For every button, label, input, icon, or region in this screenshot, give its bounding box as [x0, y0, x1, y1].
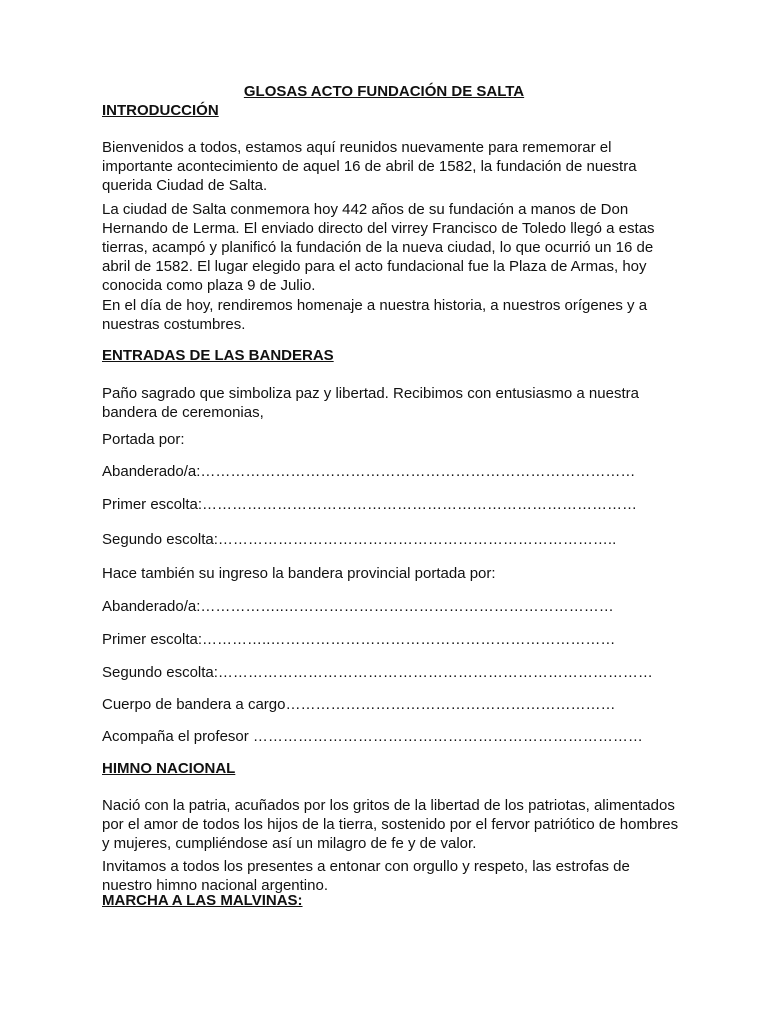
himno-paragraph-1: Nació con la patria, acuñados por los gritos de la libertad de los patriotas, alimentados por el amor de todos los hijos de la tierra, sostenido por el fervor patriótico de hombres y mujeres, cumpliéndose así un milagro de fe y de valor.	[102, 797, 679, 852]
primer-escolta-field-1: Primer escolta:……………………………………………………………………………	[102, 496, 638, 513]
heading-introduccion: INTRODUCCIÓN	[102, 102, 219, 119]
heading-himno: HIMNO NACIONAL	[102, 760, 236, 777]
segundo-escolta-field-1: Segundo escolta:……………………………………………………………………..	[102, 531, 617, 548]
heading-malvinas: MARCHA A LAS MALVINAS:	[102, 892, 303, 909]
intro-paragraph-2: La ciudad de Salta conmemora hoy 442 años de su fundación a manos de Don Hernando de Lerma. El enviado directo del virrey Francisco de Toledo llegó a estas tierras, acampó y planificó la fundación de la nueva ciudad, lo que ocurrió un 16 de abril de 1582. El lugar elegido para el acto fundacional fue la Plaza de Armas, hoy conocida como plaza 9 de Julio.	[102, 201, 655, 294]
acompana-profesor-field: Acompaña el profesor ……………………………………………………………………	[102, 728, 643, 745]
primer-escolta-field-2: Primer escolta:…………..……………………………………………………………	[102, 631, 616, 648]
provincial-intro: Hace también su ingreso la bandera provincial portada por:	[102, 565, 496, 582]
cuerpo-bandera-field: Cuerpo de bandera a cargo…………………………………………………………	[102, 696, 616, 713]
segundo-escolta-field-2: Segundo escolta:……………………………………………………………………………	[102, 664, 653, 681]
intro-paragraph-3: En el día de hoy, rendiremos homenaje a nuestra historia, a nuestros orígenes y a nuestras costumbres.	[102, 297, 648, 333]
banderas-intro: Paño sagrado que simboliza paz y libertad. Recibimos con entusiasmo a nuestra bandera de ceremonias,	[102, 385, 639, 421]
document-title: GLOSAS ACTO FUNDACIÓN DE SALTA	[243, 83, 525, 100]
abanderado-field-2: Abanderado/a:……………..…………………………………………………………	[102, 598, 614, 615]
heading-banderas: ENTRADAS DE LAS BANDERAS	[102, 347, 334, 364]
portada-por-label: Portada por:	[102, 431, 185, 448]
intro-paragraph-1: Bienvenidos a todos, estamos aquí reunidos nuevamente para rememorar el importante acontecimiento de aquel 16 de abril de 1582, la fundación de nuestra querida Ciudad de Salta.	[102, 139, 637, 194]
himno-paragraph-2: Invitamos a todos los presentes a entonar con orgullo y respeto, las estrofas de nuestro himno nacional argentino.	[102, 858, 630, 894]
abanderado-field-1: Abanderado/a:……………………………………………………………………………	[102, 463, 636, 480]
